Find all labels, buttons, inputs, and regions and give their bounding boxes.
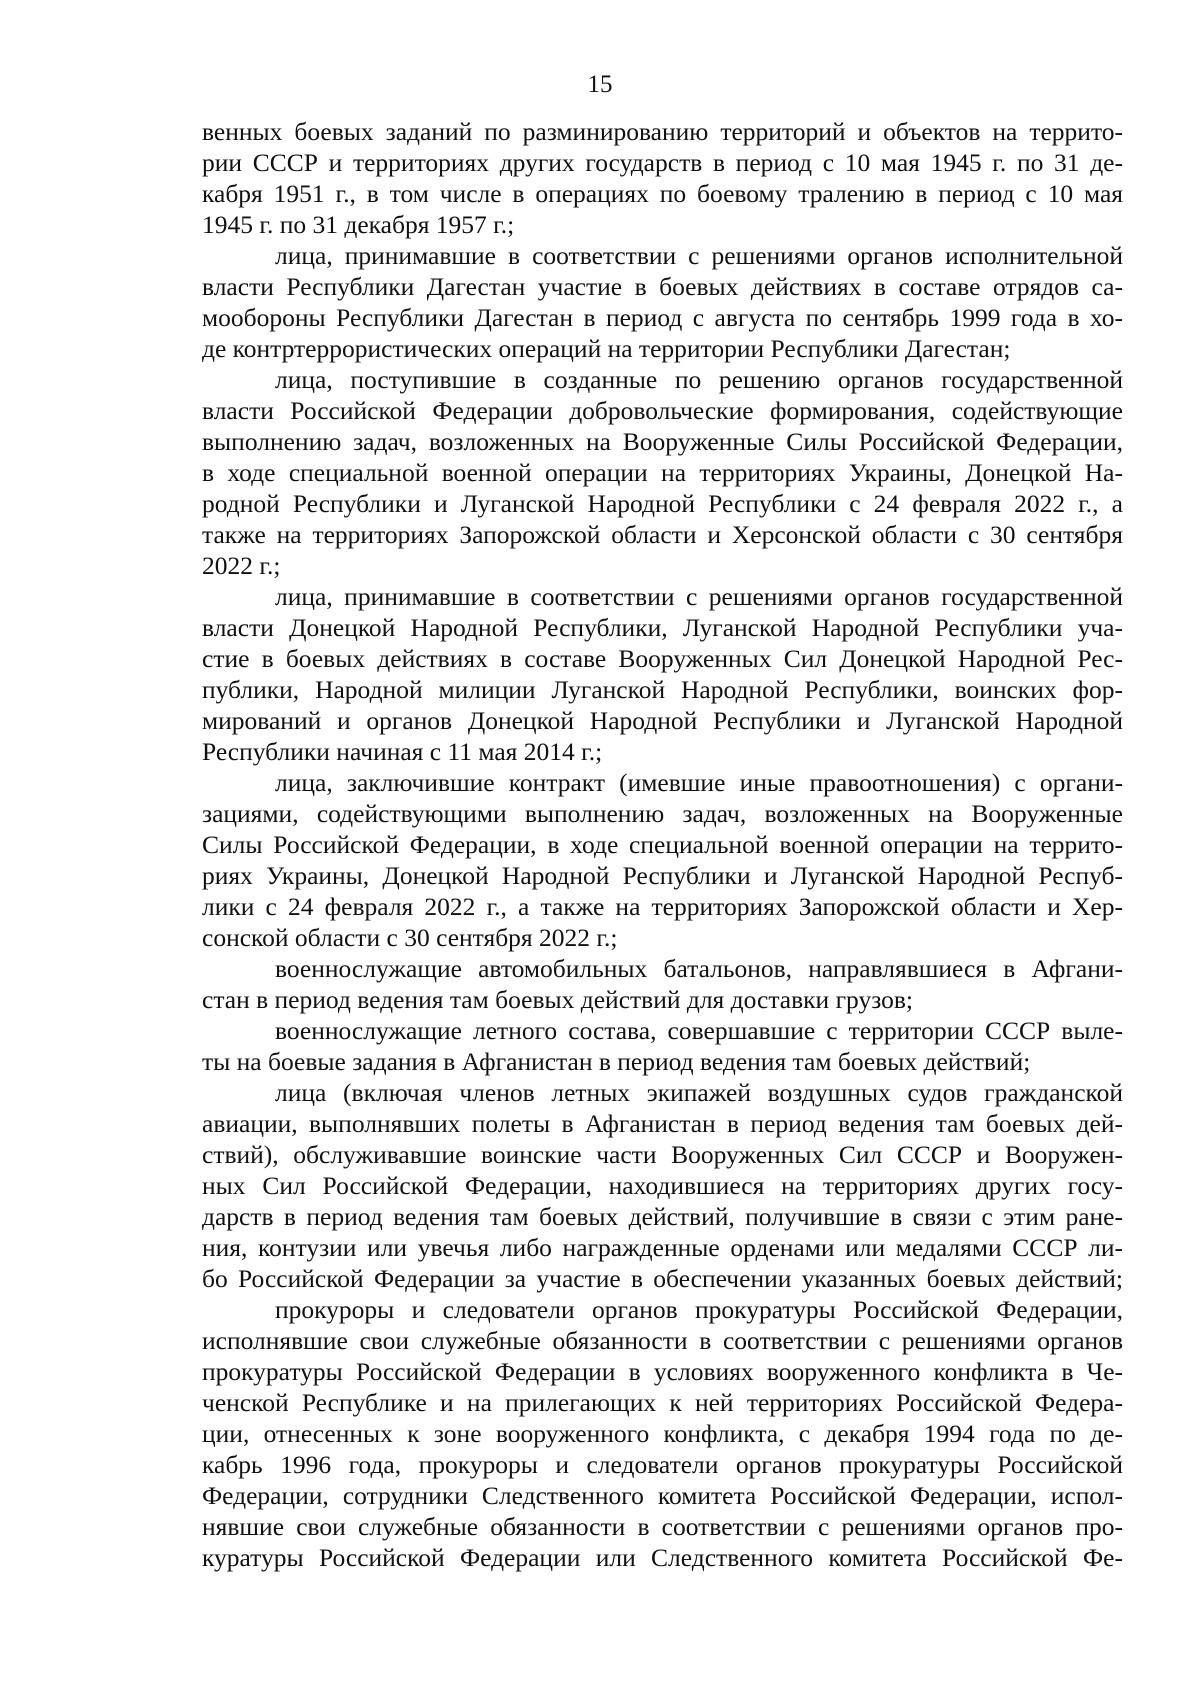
text-line: сонской области с 30 сентября 2022 г.; [202,923,618,952]
text-line: родной Республики и Луганской Народной Республики с 24 февраля 2022 г., а [202,489,1123,518]
text-line: мообороны Республики Дагестан в период с августа по сентябрь 1999 года в хо- [202,303,1123,332]
text-line: власти Республики Дагестан участие в боевых действиях в составе отрядов са- [202,272,1123,301]
text-line: прокуратуры Российской Федерации в условиях вооруженного конфликта в Че- [202,1357,1123,1386]
text-line: ния, контузии или увечья либо награжденные орденами или медалями СССР ли- [202,1233,1123,1262]
text-line: Силы Российской Федерации, в ходе специальной военной операции на террито- [202,830,1123,859]
text-line: также на территориях Запорожской области и Херсонской области с 30 сентября [202,520,1123,549]
paragraph-first-line: лица, принимавшие в соответствии с решениями органов исполнительной [275,241,1123,270]
text-line: кабря 1951 г., в том числе в операциях по боевому тралению в период с 10 мая [202,179,1123,208]
text-line: зациями, содействующими выполнению задач, возложенных на Вооруженные [202,799,1123,828]
paragraph-first-line: военнослужащие автомобильных батальонов, направлявшиеся в Афгани- [275,954,1123,983]
text-line: куратуры Российской Федерации или Следственного комитета Российской Фе- [202,1543,1123,1572]
text-line: риях Украины, Донецкой Народной Республики и Луганской Народной Респуб- [202,861,1123,890]
text-line: публики, Народной милиции Луганской Народной Республики, воинских фор- [202,675,1123,704]
text-line: нявшие свои служебные обязанности в соответствии с решениями органов про- [202,1512,1123,1541]
text-line: ты на боевые задания в Афганистан в период ведения там боевых действий; [202,1047,1031,1076]
text-line: выполнению задач, возложенных на Вооруженные Силы Российской Федерации, [202,427,1123,456]
text-line: власти Донецкой Народной Республики, Луганской Народной Республики уча- [202,613,1123,642]
text-line: ных Сил Российской Федерации, находившиеся на территориях других госу- [202,1171,1123,1200]
text-line: лики с 24 февраля 2022 г., а также на территориях Запорожской области и Хер- [202,892,1123,921]
paragraph-first-line: лица, поступившие в созданные по решению органов государственной [275,365,1123,394]
page-number: 15 [587,71,613,98]
text-line: стан в период ведения там боевых действий для доставки грузов; [202,985,913,1014]
paragraph-first-line: лица (включая членов летных экипажей воздушных судов гражданской [275,1078,1123,1107]
text-line: власти Российской Федерации добровольческие формирования, содействующие [202,396,1123,425]
text-line: дарств в период ведения там боевых действий, получившие в связи с этим ране- [202,1202,1123,1231]
text-line: мирований и органов Донецкой Народной Республики и Луганской Народной [202,706,1123,735]
text-line: авиации, выполнявших полеты в Афганистан в период ведения там боевых дей- [202,1109,1123,1138]
text-line: де контртеррористических операций на территории Республики Дагестан; [202,334,1011,363]
paragraph-first-line: лица, заключившие контракт (имевшие иные правоотношения) с органи- [275,768,1123,797]
paragraph-first-line: лица, принимавшие в соответствии с решениями органов государственной [275,582,1123,611]
text-line: бо Российской Федерации за участие в обеспечении указанных боевых действий; [202,1264,1123,1293]
text-line: в ходе специальной военной операции на территориях Украины, Донецкой На- [202,458,1123,487]
text-line: стие в боевых действиях в составе Вооруженных Сил Донецкой Народной Рес- [202,644,1123,673]
text-line: 1945 г. по 31 декабря 1957 г.; [202,210,515,239]
text-line: рии СССР и территориях других государств в период с 10 мая 1945 г. по 31 де- [202,148,1123,177]
text-line: ствий), обслуживавшие воинские части Вооруженных Сил СССР и Вооружен- [202,1140,1123,1169]
text-line: кабрь 1996 года, прокуроры и следователи органов прокуратуры Российской [202,1450,1123,1479]
text-line: ции, отнесенных к зоне вооруженного конфликта, с декабря 1994 года по де- [202,1419,1123,1448]
text-line: исполнявшие свои служебные обязанности в соответствии с решениями органов [202,1326,1123,1355]
text-line: Федерации, сотрудники Следственного комитета Российской Федерации, испол- [202,1481,1123,1510]
paragraph-first-line: прокуроры и следователи органов прокуратуры Российской Федерации, [275,1295,1123,1324]
text-line: Республики начиная с 11 мая 2014 г.; [202,737,603,766]
text-line: 2022 г.; [202,551,281,580]
text-line: венных боевых заданий по разминированию территорий и объектов на террито- [202,117,1123,146]
paragraph-first-line: военнослужащие летного состава, совершавшие с территории СССР выле- [275,1016,1123,1045]
text-line: ченской Республике и на прилегающих к ней территориях Российской Федера- [202,1388,1123,1417]
